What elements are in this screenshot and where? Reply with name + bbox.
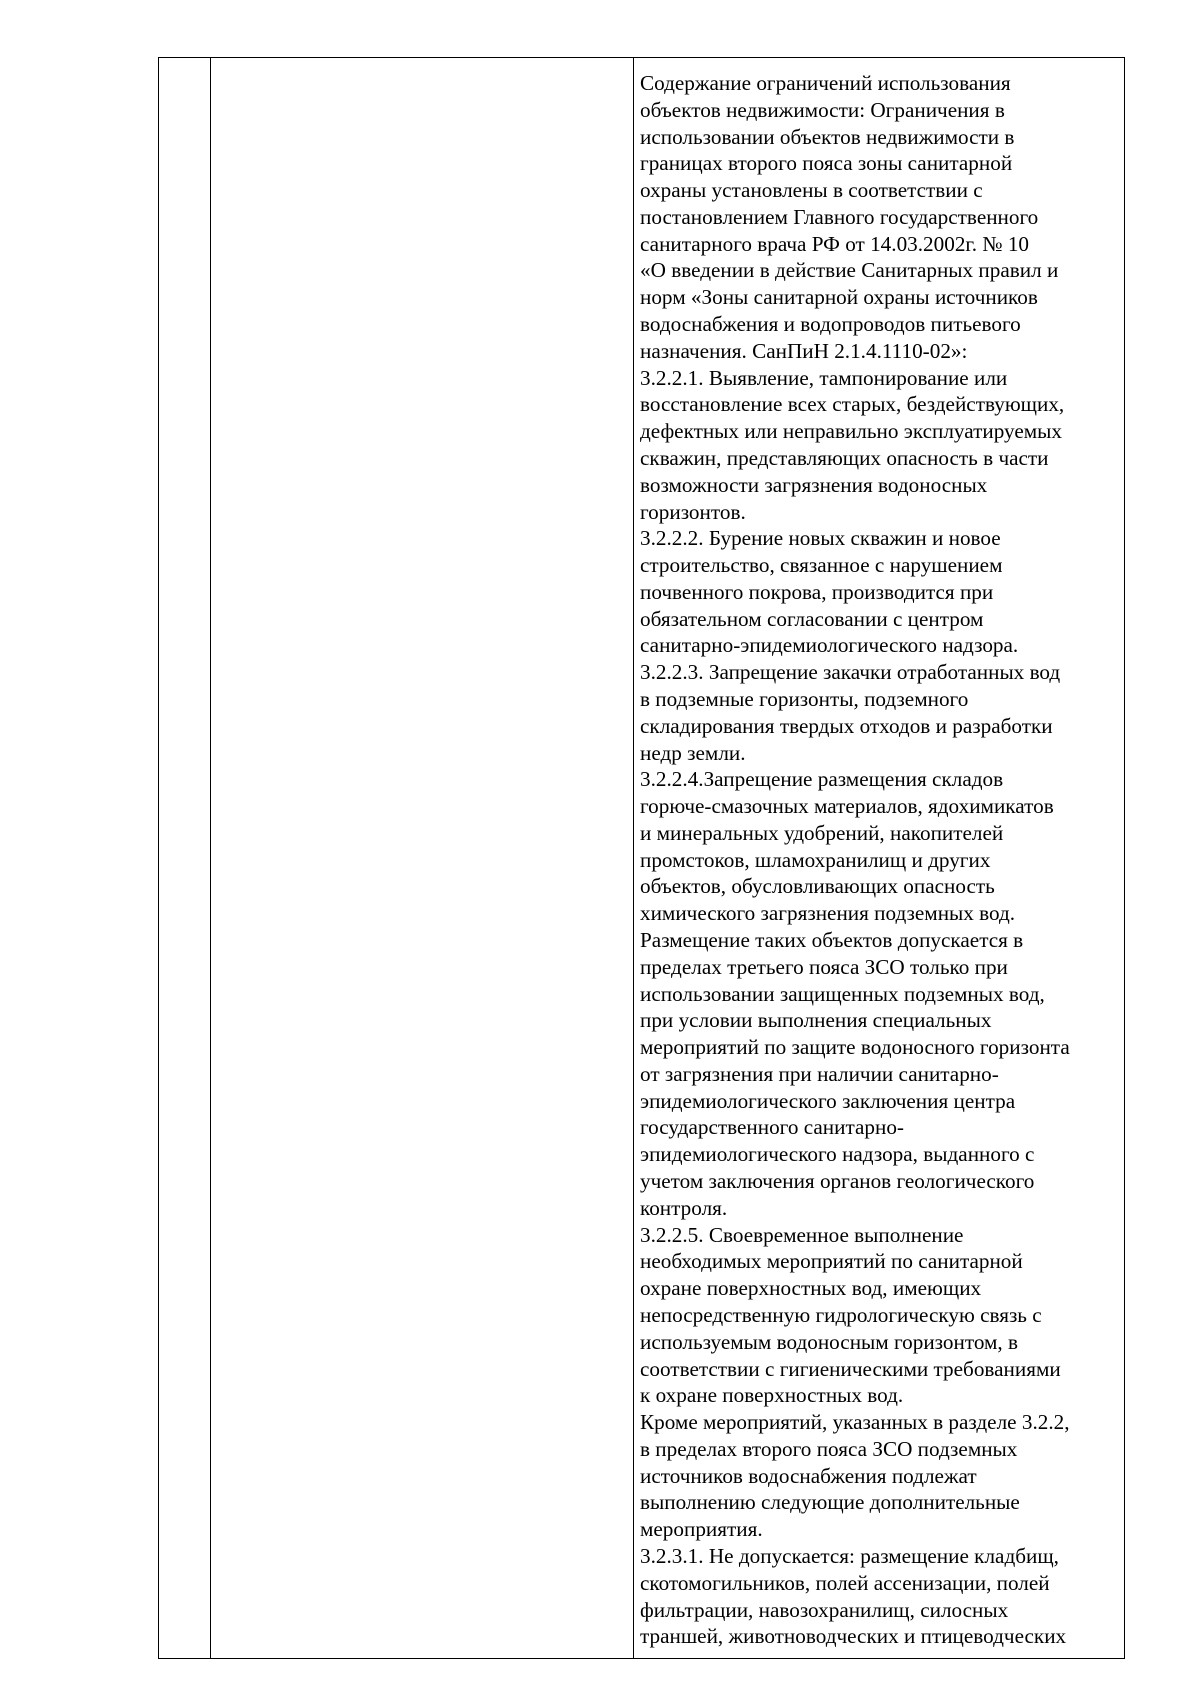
text-line: соответствии с гигиеническими требованиями bbox=[640, 1356, 1061, 1381]
text-line: мероприятия. bbox=[640, 1517, 763, 1542]
text-line: охраны установлены в соответствии с bbox=[640, 178, 983, 203]
text-line: химического загрязнения подземных вод. bbox=[640, 901, 1016, 926]
text-line: к охране поверхностных вод. bbox=[640, 1383, 904, 1408]
text-line: строительство, связанное с нарушением bbox=[640, 553, 1003, 578]
text-line: мероприятий по защите водоносного горизонта bbox=[640, 1035, 1070, 1060]
text-line: назначения. СанПиН 2.1.4.1110-02»: bbox=[640, 338, 968, 363]
text-line: 3.2.2.4.Запрещение размещения складов bbox=[640, 767, 1004, 792]
text-line: охране поверхностных вод, имеющих bbox=[640, 1276, 982, 1301]
text-line: использовании объектов недвижимости в bbox=[640, 124, 1015, 149]
text-line: горюче-смазочных материалов, ядохимикатов bbox=[640, 794, 1054, 819]
text-line: фильтрации, навозохранилищ, силосных bbox=[640, 1597, 1009, 1622]
text-line: в пределах второго пояса ЗСО подземных bbox=[640, 1436, 1018, 1461]
text-line: 3.2.2.1. Выявление, тампонирование или bbox=[640, 365, 1008, 390]
text-line: эпидемиологического заключения центра bbox=[640, 1088, 1016, 1113]
text-line: скотомогильников, полей ассенизации, полей bbox=[640, 1570, 1050, 1595]
text-line: необходимых мероприятий по санитарной bbox=[640, 1249, 1023, 1274]
text-line: пределах третьего пояса ЗСО только при bbox=[640, 954, 1008, 979]
text-line: возможности загрязнения водоносных bbox=[640, 472, 988, 497]
text-line: выполнению следующие дополнительные bbox=[640, 1490, 1020, 1515]
text-line: дефектных или неправильно эксплуатируемых bbox=[640, 419, 1062, 444]
text-line: горизонтов. bbox=[640, 499, 746, 524]
text-line: скважин, представляющих опасность в части bbox=[640, 445, 1049, 470]
text-line: санитарно-эпидемиологического надзора. bbox=[640, 633, 1019, 658]
text-line: постановлением Главного государственного bbox=[640, 204, 1039, 229]
text-line: «О введении в действие Санитарных правил и bbox=[640, 258, 1059, 283]
text-line: промстоков, шламохранилищ и других bbox=[640, 847, 991, 872]
text-line: от загрязнения при наличии санитарно- bbox=[640, 1061, 999, 1086]
text-line: границах второго пояса зоны санитарной bbox=[640, 151, 1013, 176]
text-line: Размещение таких объектов допускается в bbox=[640, 928, 1024, 952]
text-line: складирования твердых отходов и разработки bbox=[640, 713, 1053, 738]
text-line: 3.2.2.3. Запрещение закачки отработанных вод bbox=[640, 660, 1061, 685]
text-line: объектов, обусловливающих опасность bbox=[640, 874, 995, 899]
table-cell-restrictions bbox=[634, 58, 1124, 1658]
text-line: в подземные горизонты, подземного bbox=[640, 686, 969, 711]
text-line: при условии выполнения специальных bbox=[640, 1008, 992, 1033]
text-line: используемым водоносным горизонтом, в bbox=[640, 1329, 1019, 1354]
text-line: водоснабжения и водопроводов питьевого bbox=[640, 312, 1021, 337]
text-line: контроля. bbox=[640, 1195, 728, 1220]
text-line: эпидемиологического надзора, выданного с bbox=[640, 1142, 1035, 1167]
text-line: учетом заключения органов геологического bbox=[640, 1169, 1035, 1194]
table-cell-number bbox=[159, 58, 211, 1658]
text-line: недр земли. bbox=[640, 740, 746, 765]
text-line: обязательном согласовании с центром bbox=[640, 606, 984, 631]
document-table bbox=[158, 57, 1125, 1659]
text-line: использовании защищенных подземных вод, bbox=[640, 981, 1045, 1006]
text-line: Содержание ограничений использования bbox=[640, 71, 1011, 95]
text-line: 3.2.2.5. Своевременное выполнение bbox=[640, 1222, 964, 1247]
text-line: восстановление всех старых, бездействующих, bbox=[640, 392, 1065, 417]
text-line: и минеральных удобрений, накопителей bbox=[640, 820, 1004, 845]
text-line: объектов недвижимости: Ограничения в bbox=[640, 97, 1005, 122]
text-line: норм «Зоны санитарной охраны источников bbox=[640, 285, 1038, 310]
text-line: траншей, животноводческих и птицеводческих bbox=[640, 1624, 1067, 1649]
text-line: 3.2.3.1. Не допускается: размещение кладбищ, bbox=[640, 1543, 1059, 1568]
text-line: санитарного врача РФ от 14.03.2002г. № 10 bbox=[640, 231, 1030, 256]
text-line: государственного санитарно- bbox=[640, 1115, 904, 1140]
text-line: Кроме мероприятий, указанных в разделе 3.2.2, bbox=[640, 1410, 1070, 1435]
text-line: источников водоснабжения подлежат bbox=[640, 1463, 977, 1488]
text-line: непосредственную гидрологическую связь с bbox=[640, 1302, 1042, 1327]
text-line: почвенного покрова, производится при bbox=[640, 579, 994, 604]
table-cell-name bbox=[211, 58, 634, 1658]
text-line: 3.2.2.2. Бурение новых скважин и новое bbox=[640, 526, 1001, 551]
